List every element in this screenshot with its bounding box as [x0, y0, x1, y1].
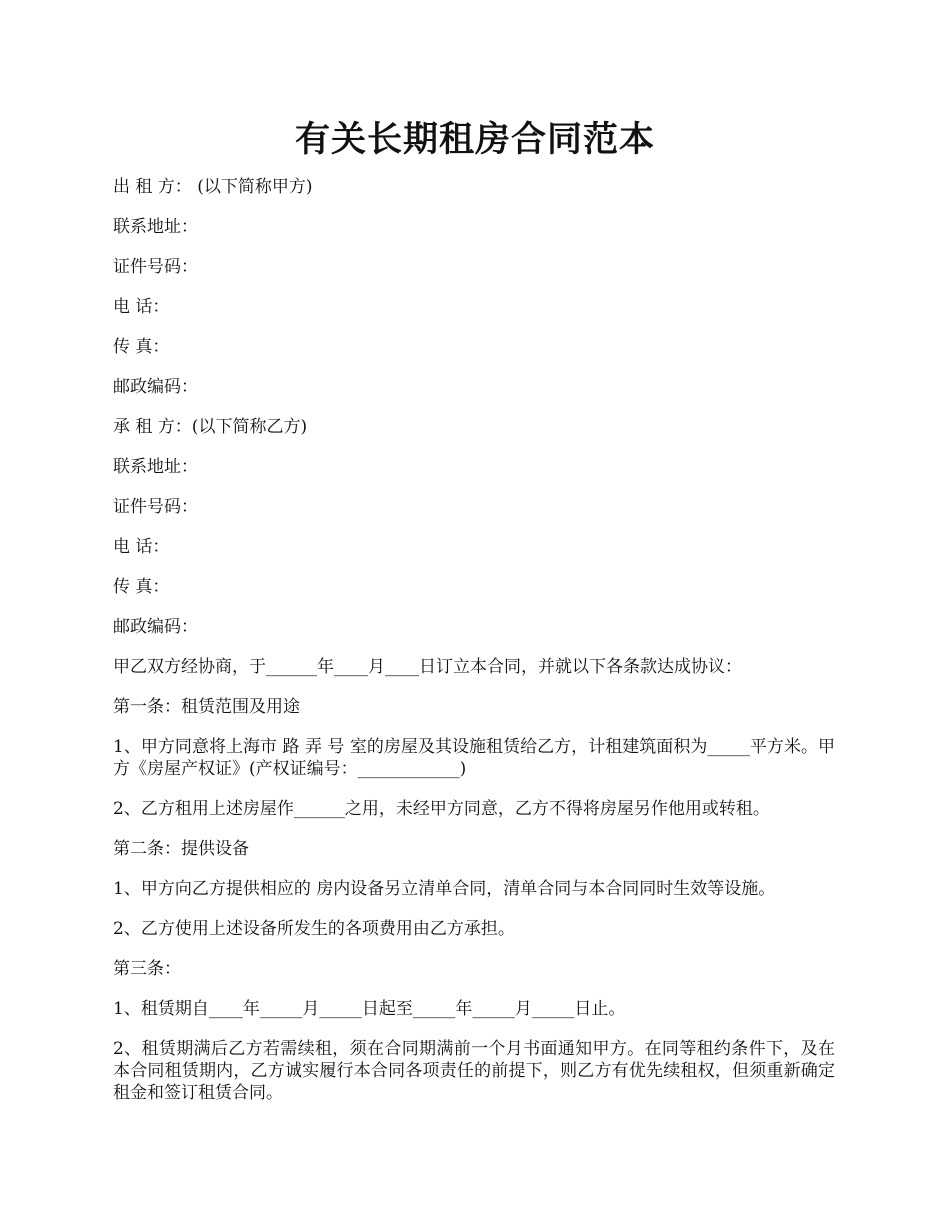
- article-3-heading: 第三条：: [113, 959, 181, 979]
- paragraph-agreement-intro: 甲乙双方经协商，于______年____月____日订立本合同，并就以下各条款达成协议：: [113, 657, 742, 677]
- article-3-clause-1: 1、租赁期自____年_____月_____日起至_____年_____月_____日止。: [113, 999, 626, 1019]
- article-1-clause-1: 1、甲方同意将上海市 路 弄 号 室的房屋及其设施租赁给乙方，计租建筑面积为_____平方米。甲方《房屋产权证》(产权证编号：____________): [113, 737, 835, 779]
- article-2-heading: 第二条：提供设备: [113, 839, 249, 859]
- article-3-clause-2: 2、租赁期满后乙方若需续租，须在合同期满前一个月书面通知甲方。在同等租约条件下，及在本合同租赁期内，乙方诚实履行本合同各项责任的前提下，则乙方有优先续租权，但须重新确定租金和签订租赁合同。: [113, 1039, 835, 1103]
- article-2-clause-1: 1、甲方向乙方提供相应的 房内设备另立清单合同，清单合同与本合同同时生效等设施。: [113, 879, 776, 899]
- article-1-heading: 第一条：租赁范围及用途: [113, 697, 300, 717]
- paragraph-lessor-postcode: 邮政编码：: [113, 377, 198, 397]
- document-title: 有关长期租房合同范本: [294, 119, 655, 160]
- paragraph-lessee-phone: 电 话：: [113, 537, 170, 557]
- paragraph-lessor-address: 联系地址：: [113, 217, 198, 237]
- paragraph-lessor-id: 证件号码：: [113, 257, 198, 277]
- article-2-clause-2: 2、乙方使用上述设备所发生的各项费用由乙方承担。: [113, 919, 515, 939]
- paragraph-lessee: 承 租 方：(以下简称乙方): [113, 417, 308, 437]
- paragraph-lessee-postcode: 邮政编码：: [113, 617, 198, 637]
- paragraph-lessee-id: 证件号码：: [113, 497, 198, 517]
- paragraph-lessor: 出 租 方： (以下简称甲方): [113, 177, 313, 197]
- paragraph-lessee-fax: 传 真：: [113, 577, 170, 597]
- article-1-clause-2: 2、乙方租用上述房屋作______之用，未经甲方同意，乙方不得将房屋另作他用或转租。: [113, 799, 770, 819]
- paragraph-lessor-fax: 传 真：: [113, 337, 170, 357]
- document-body: [113, 176, 835, 1122]
- paragraph-lessee-address: 联系地址：: [113, 457, 198, 477]
- paragraph-lessor-phone: 电 话：: [113, 297, 170, 317]
